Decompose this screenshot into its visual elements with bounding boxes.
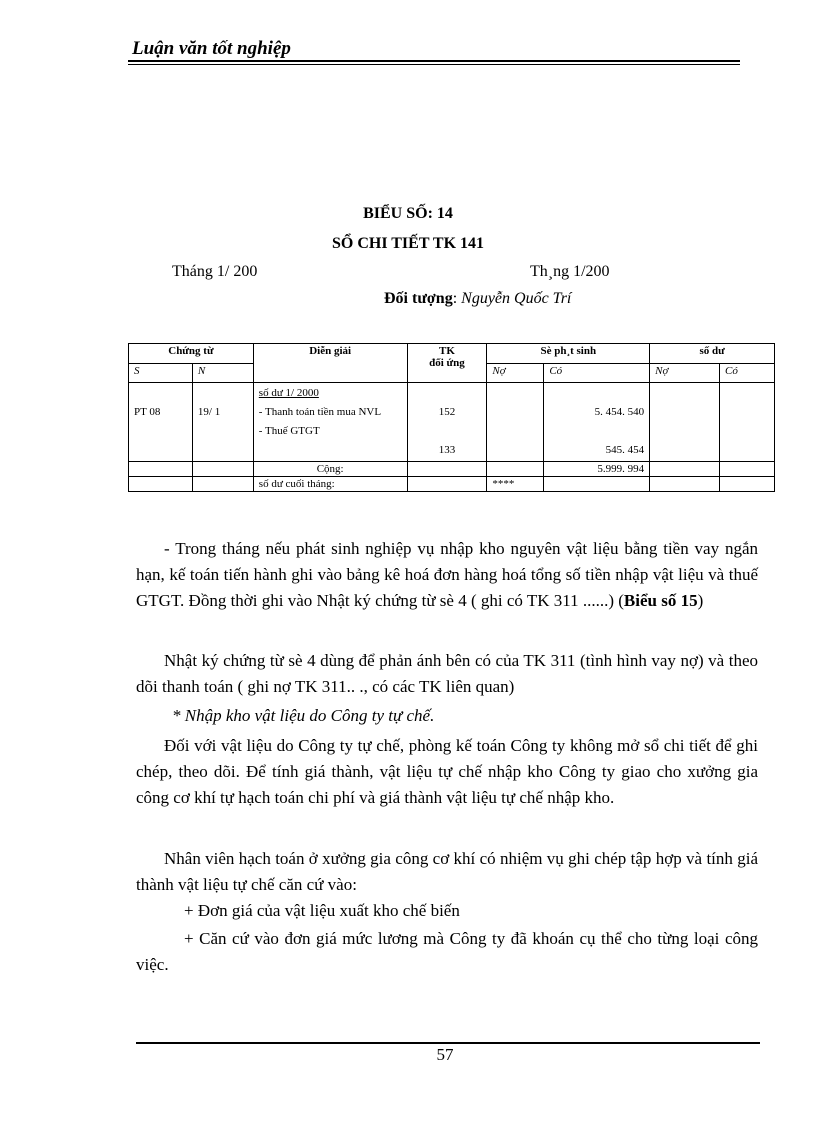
ledger-table: [128, 343, 775, 492]
col-arising: Sè ph¸t sinh: [487, 344, 650, 364]
form-15-ref: Biểu số 15: [623, 591, 698, 610]
bullet-2: + Căn cứ vào đơn giá mức lương mà Công ty đã khoán cụ thể cho từng loại công việc.: [136, 929, 758, 974]
desc-vat: - Thuế GTGT: [258, 425, 320, 437]
col-description: Diễn giải: [253, 344, 407, 383]
object-sep: :: [452, 290, 462, 307]
header-rule: [128, 60, 740, 62]
credit-2: 545. 454: [605, 444, 645, 456]
header-rule-thin: [128, 64, 740, 65]
closing-debit: ****: [487, 477, 544, 492]
form-number: BIỂU SỐ: 14: [363, 205, 453, 222]
sub-n: N: [192, 364, 253, 383]
sub-no2: Nợ: [650, 364, 720, 383]
page-number: 57: [436, 1045, 454, 1064]
paragraph-4: Nhân viên hạch toán ở xưởng gia công cơ khí có nhiệm vụ ghi chép tập hợp và tính giá thành vật liệu tự chế căn cứ vào:: [136, 849, 758, 894]
col-balance: số dư: [650, 344, 775, 364]
ledger-title: SỔ CHI TIẾT TK 141: [331, 235, 485, 252]
section-heading: * Nhập kho vật liệu do Công ty tự chế.: [172, 706, 435, 725]
footer-rule: [136, 1042, 760, 1044]
object-line: [384, 290, 571, 308]
paragraph-3: Đối với vật liệu do Công ty tự chế, phòng kế toán Công ty không mở sổ chi tiết để ghi chép, theo dõi. Để tính giá thành, vật liệu tự chế nhập kho Công ty giao cho xưởng gia công cơ khí tự hạch toán chi phí và giá thành vật liệu tự chế nhập kho.: [136, 736, 758, 807]
col-account: TK đối ứng: [407, 344, 487, 383]
total-credit: 5.999. 994: [544, 462, 650, 477]
month-left: Tháng 1/ 200: [172, 263, 258, 280]
bullet-1: + Đơn giá của vật liệu xuất kho chế biến: [184, 901, 460, 920]
sub-s: S: [129, 364, 193, 383]
table-row: [129, 383, 775, 462]
total-label: Cộng:: [253, 462, 407, 477]
desc-payment: - Thanh toán tiền mua NVL: [258, 406, 382, 418]
row-voucher-s: PT 08: [134, 406, 161, 418]
object-label: Đối tượng: [384, 290, 453, 307]
col-voucher: Chứng từ: [129, 344, 254, 364]
paragraph-2: Nhật ký chứng từ sè 4 dùng để phản ánh bên có của TK 311 (tình hình vay nợ) và theo dõi thanh toán ( ghi nợ TK 311.. ., có các TK liên quan): [136, 651, 758, 696]
credit-1: 5. 454. 540: [594, 406, 645, 418]
tk-133: 133: [438, 444, 456, 456]
header-title: Luận văn tốt nghiệp: [132, 38, 291, 59]
table-header-row: [129, 344, 775, 364]
row-voucher-n: 19/ 1: [197, 406, 221, 418]
sub-no1: Nợ: [487, 364, 544, 383]
sub-co2: Có: [720, 364, 775, 383]
total-row: [129, 462, 775, 477]
closing-label: số dư cuối tháng:: [253, 477, 407, 492]
paragraph-1: - Trong tháng nếu phát sinh nghiệp vụ nhập kho nguyên vật liệu bằng tiền vay ngắn hạn, kế toán tiến hành ghi vào bảng kê hoá đơn hàng hoá tổng số tiền nhập vật liệu và thuế GTGT. Đồng thời ghi vào Nhật ký chứng từ sè 4 ( ghi có TK 311 ......) (Biểu số 15): [136, 539, 758, 610]
object-value: Nguyễn Quốc Trí: [461, 290, 572, 307]
closing-row: [129, 477, 775, 492]
sub-co1: Có: [544, 364, 650, 383]
tk-152: 152: [438, 406, 456, 418]
opening-balance: số dư 1/ 2000: [258, 387, 319, 399]
month-right: Th¸ng 1/200: [530, 263, 610, 280]
